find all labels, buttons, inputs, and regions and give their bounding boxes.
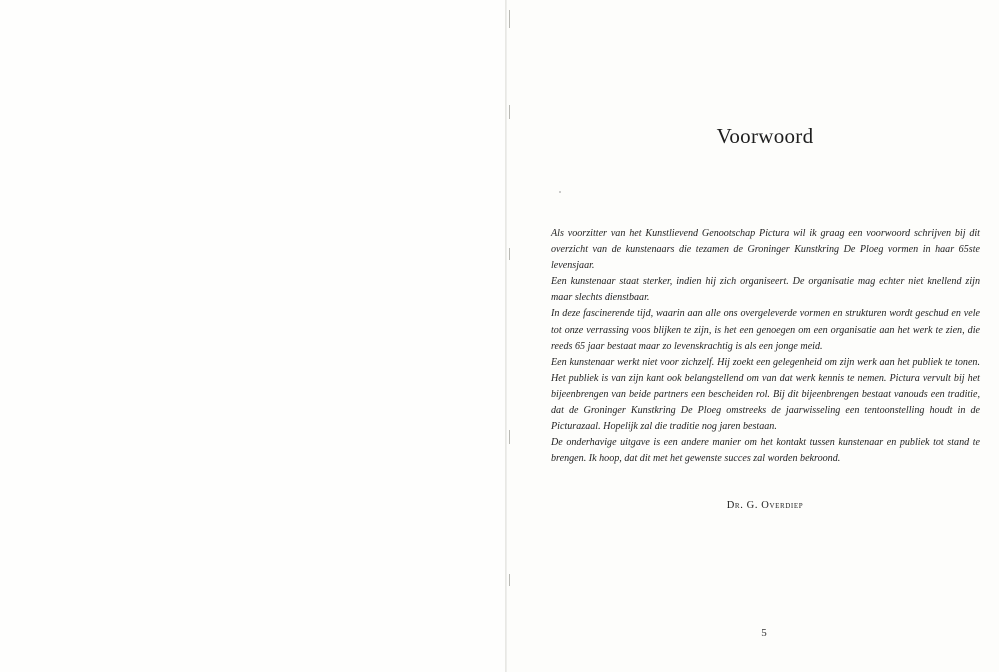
foreword-paragraph: Een kunstenaar werkt niet voor zichzelf. Hij zoekt een gelegenheid om zijn werk aan het publiek te tonen. Het publiek is van zijn kant ook belangstellend om van dat werk kennis te nemen. Pictura vervult bij het bijeenbrengen van beide partners een bescheiden rol. Bij dit bijeenbrengen bestaat vanouds een traditie, dat de Groninger Kunstkring De Ploeg omstreeks de jaarwisseling een tentoonstelling houdt in de Picturazaal. Hopelijk zal die traditie nog jaren bestaan. <box>551 356 980 433</box>
foreword-paragraph: Als voorzitter van het Kunstlievend Genootschap Pictura wil ik graag een voorwoord schrijven bij dit overzicht van de kunstenaars die tezamen de Groninger Kunstkring De Ploeg vormen in haar 65ste levensjaar. <box>551 228 980 272</box>
foreword-paragraph: De onderhavige uitgave is een andere manier om het kontakt tussen kunstenaar en publiek tot stand te brengen. Ik hoop, dat dit met het gewenste succes zal worden bekroond. <box>551 437 980 465</box>
binding-mark <box>509 430 510 444</box>
foreword-paragraph: In deze fascinerende tijd, waarin aan alle ons overgeleverde vormen en strukturen wordt geschud en vele tot onze verrassing voos blijken te zijn, is het een genoegen om een organisatie aan het werk te zien, die reeds 65 jaar bestaat maar zo levenskrachtig is als een jonge meid. <box>551 308 980 352</box>
binding-mark <box>509 574 510 586</box>
book-gutter <box>505 0 507 672</box>
author-signature: Dr. G. Overdiep <box>726 500 804 511</box>
foreword-paragraph: Een kunstenaar staat sterker, indien hij zich organiseert. De organisatie mag echter niet knellend zijn maar slechts dienstbaar. <box>551 276 980 304</box>
binding-mark <box>509 105 510 119</box>
foreword-body <box>551 226 980 467</box>
page-title: Voorwoord <box>716 124 814 148</box>
paper-speck <box>559 191 561 193</box>
binding-mark <box>509 248 510 260</box>
binding-mark <box>509 10 510 28</box>
page-number: 5 <box>761 627 767 639</box>
